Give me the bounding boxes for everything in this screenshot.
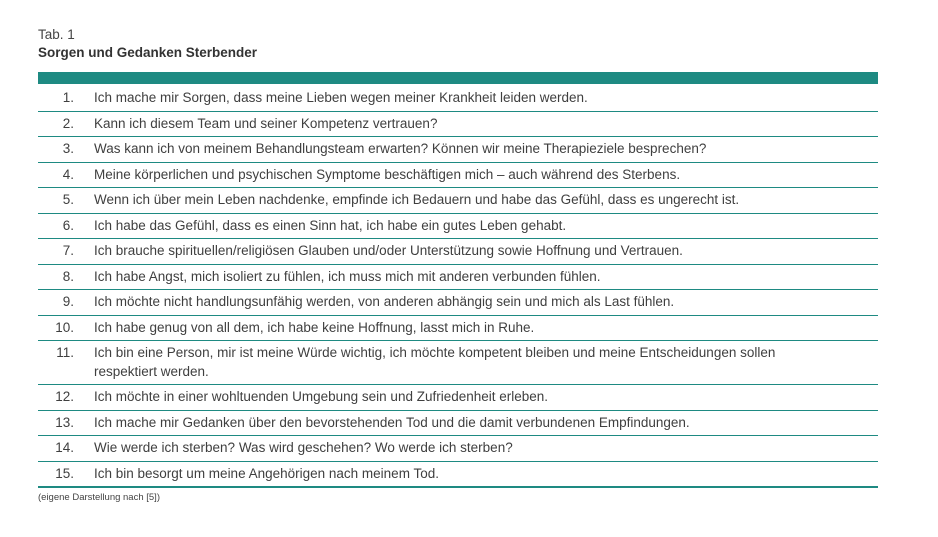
row-number: 3. (38, 137, 94, 163)
table-row (38, 461, 878, 487)
row-number: 2. (38, 111, 94, 137)
row-text: Wenn ich über mein Leben nachdenke, empfinde ich Bedauern und habe das Gefühl, dass es ungerecht ist. (94, 188, 878, 214)
table-row (38, 188, 878, 214)
row-number: 10. (38, 315, 94, 341)
table-row (38, 162, 878, 188)
row-text: Ich bin eine Person, mir ist meine Würde wichtig, ich möchte kompetent bleiben und meine Entscheidungen sollen respektiert werden. (94, 341, 878, 385)
row-number: 5. (38, 188, 94, 214)
table-title: Sorgen und Gedanken Sterbender (38, 45, 258, 60)
row-number: 15. (38, 461, 94, 487)
row-text: Kann ich diesem Team und seiner Kompetenz vertrauen? (94, 111, 878, 137)
row-number: 9. (38, 290, 94, 316)
row-number: 7. (38, 239, 94, 265)
row-number: 13. (38, 410, 94, 436)
table-row (38, 410, 878, 436)
row-text: Wie werde ich sterben? Was wird geschehen? Wo werde ich sterben? (94, 436, 878, 462)
row-number: 4. (38, 162, 94, 188)
row-number: 8. (38, 264, 94, 290)
table-row (38, 213, 878, 239)
table-row (38, 290, 878, 316)
row-text: Ich habe das Gefühl, dass es einen Sinn hat, ich habe ein gutes Leben gehabt. (94, 213, 878, 239)
table-row (38, 315, 878, 341)
row-text: Meine körperlichen und psychischen Symptome beschäftigen mich – auch während des Sterbens. (94, 162, 878, 188)
table-row (38, 86, 878, 111)
items-table-body (38, 86, 878, 487)
table-footnote: (eigene Darstellung nach [5]) (38, 492, 160, 503)
row-text: Ich bin besorgt um meine Angehörigen nach meinem Tod. (94, 461, 878, 487)
row-text: Ich möchte nicht handlungsunfähig werden, von anderen abhängig sein und mich als Last fühlen. (94, 290, 878, 316)
table-header-bar (38, 72, 878, 84)
row-text: Ich möchte in einer wohltuenden Umgebung sein und Zufriedenheit erleben. (94, 385, 878, 411)
row-text: Ich habe genug von all dem, ich habe keine Hoffnung, lasst mich in Ruhe. (94, 315, 878, 341)
row-number: 6. (38, 213, 94, 239)
row-number: 1. (38, 86, 94, 111)
items-table (38, 86, 878, 488)
row-text: Ich brauche spirituellen/religiösen Glauben und/oder Unterstützung sowie Hoffnung und Vertrauen. (94, 239, 878, 265)
table-row (38, 385, 878, 411)
table-label: Tab. 1 (38, 27, 75, 42)
table-row (38, 264, 878, 290)
row-text: Was kann ich von meinem Behandlungsteam erwarten? Können wir meine Therapieziele besprechen? (94, 137, 878, 163)
row-number: 11. (38, 341, 94, 385)
row-text: Ich mache mir Sorgen, dass meine Lieben wegen meiner Krankheit leiden werden. (94, 86, 878, 111)
row-text: Ich habe Angst, mich isoliert zu fühlen, ich muss mich mit anderen verbunden fühlen. (94, 264, 878, 290)
table-row (38, 239, 878, 265)
table-container (38, 26, 878, 503)
row-number: 12. (38, 385, 94, 411)
table-row (38, 341, 878, 385)
row-text: Ich mache mir Gedanken über den bevorstehenden Tod und die damit verbundenen Empfindungen. (94, 410, 878, 436)
table-row (38, 111, 878, 137)
table-row (38, 436, 878, 462)
row-number: 14. (38, 436, 94, 462)
table-row (38, 137, 878, 163)
